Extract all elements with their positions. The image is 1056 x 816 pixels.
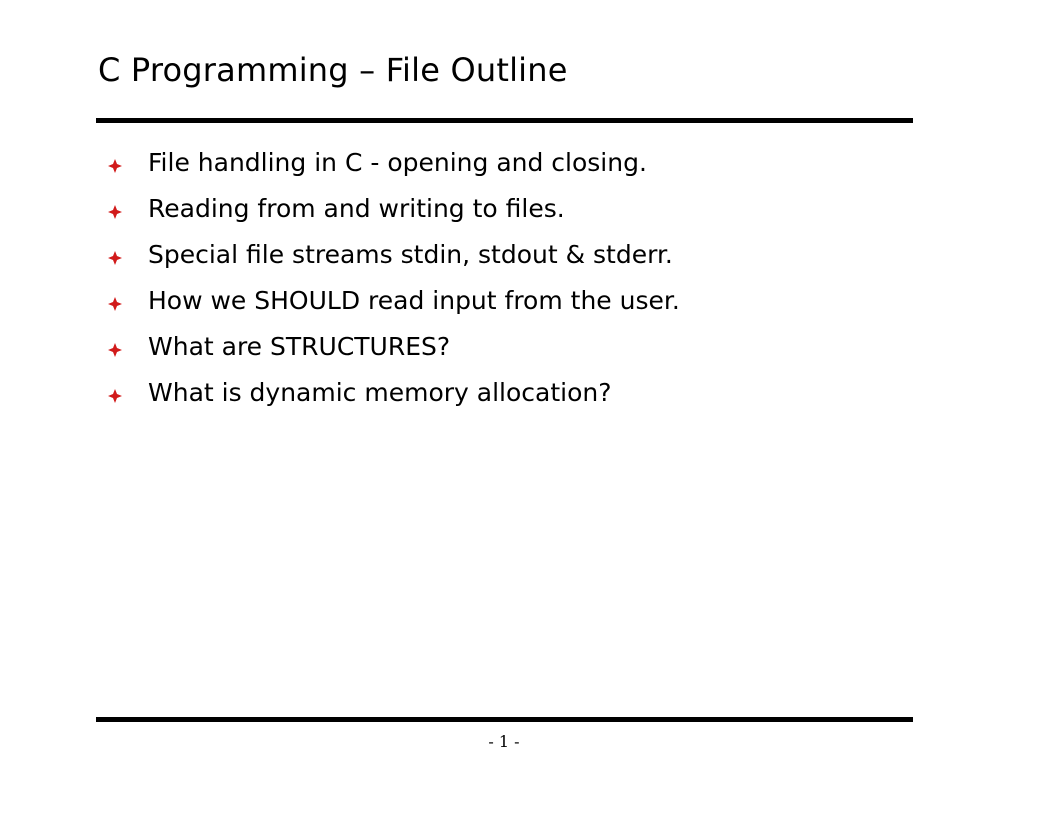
- bullet-text: Reading from and writing to files.: [148, 194, 565, 223]
- page-number: - 1 -: [488, 732, 520, 751]
- bullet-item: [108, 324, 680, 370]
- footer-divider: [96, 717, 913, 722]
- bullet-item: [108, 370, 680, 416]
- bullet-text: What is dynamic memory allocation?: [148, 378, 612, 407]
- bullet-text: Special file streams stdin, stdout & stderr.: [148, 240, 673, 269]
- bullet-item: [108, 140, 680, 186]
- bullet-text: File handling in C - opening and closing.: [148, 148, 647, 177]
- diamond-star-bullet-icon: [108, 297, 122, 311]
- slide-title: C Programming – File Outline: [98, 51, 568, 89]
- title-divider: [96, 118, 913, 123]
- diamond-star-bullet-icon: [108, 343, 122, 357]
- diamond-star-bullet-icon: [108, 389, 122, 403]
- diamond-star-bullet-icon: [108, 159, 122, 173]
- diamond-star-bullet-icon: [108, 251, 122, 265]
- bullet-item: [108, 186, 680, 232]
- diamond-star-bullet-icon: [108, 205, 122, 219]
- bullet-list: [108, 140, 680, 416]
- bullet-item: [108, 278, 680, 324]
- bullet-text: How we SHOULD read input from the user.: [148, 286, 680, 315]
- bullet-item: [108, 232, 680, 278]
- bullet-text: What are STRUCTURES?: [148, 332, 451, 361]
